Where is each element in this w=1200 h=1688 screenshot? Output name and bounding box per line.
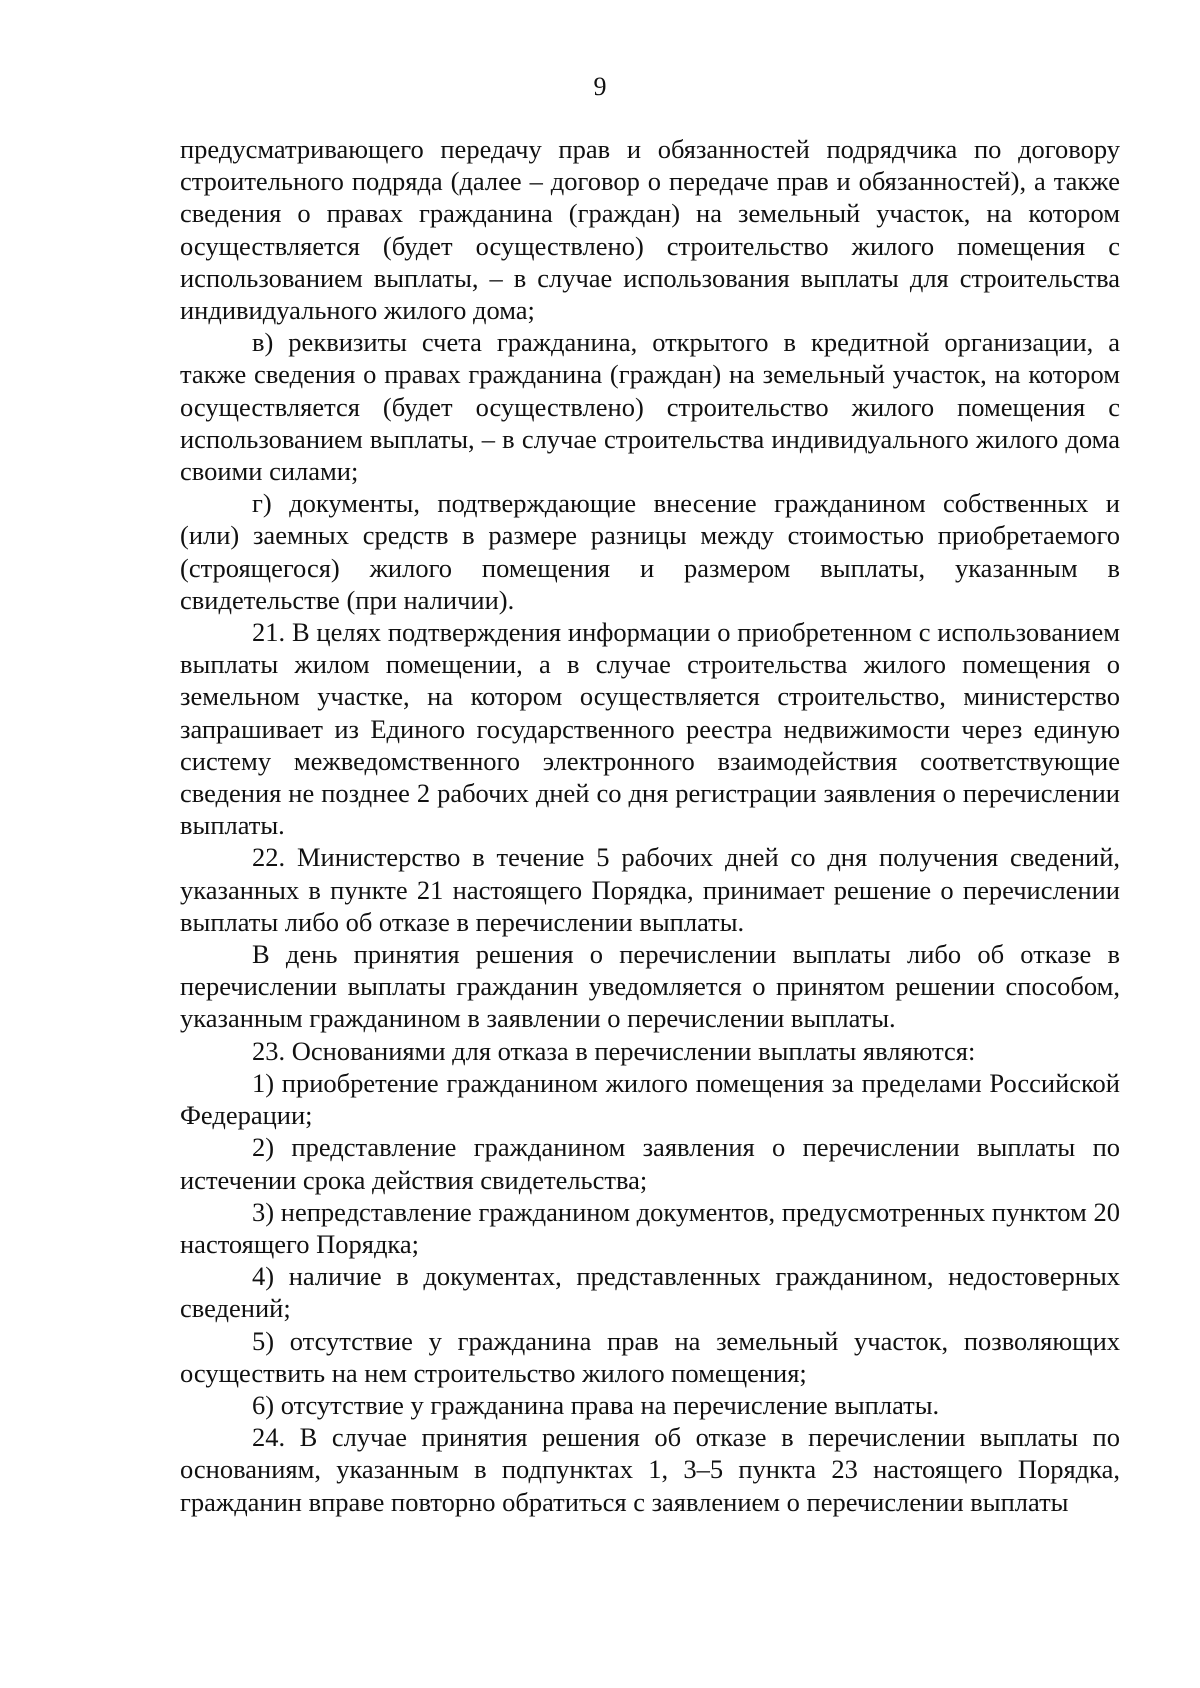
paragraph-subitem-g: г) документы, подтверждающие внесение гражданином собственных и (или) заемных средств в размере разницы между стоимостью приобретаемого (строящегося) жилого помещения и размером выплаты, указанным в свидетельстве (при наличии). — [180, 488, 1120, 615]
paragraph-ground-6: 6) отсутствие у гражданина права на перечисление выплаты. — [252, 1389, 940, 1420]
paragraph-ground-3: 3) непредставление гражданином документов, предусмотренных пунктом 20 настоящего Порядка; — [180, 1196, 1120, 1259]
paragraph-ground-2: 2) представление гражданином заявления о перечислении выплаты по истечении срока действия свидетельства; — [180, 1132, 1120, 1195]
paragraph-ground-1: 1) приобретение гражданином жилого помещения за пределами Российской Федерации; — [180, 1067, 1120, 1131]
paragraph-subitem-v: в) реквизиты счета гражданина, открытого в кредитной организации, а также сведения о правах гражданина (граждан) на земельный участок, на котором осуществляется (будет осуществлено) строительство жилого помещения с использованием выплаты, – в случае строительства индивидуального жилого дома своими силами; — [180, 327, 1120, 487]
paragraph-continuation: предусматривающего передачу прав и обязанностей подрядчика по договору строительного подряда (далее – договор о передаче прав и обязанностей), а также сведения о правах гражданина (граждан) на земельный участок, на котором осуществляется (будет осуществлено) строительство жилого помещения с использованием выплаты, – в случае использования выплаты для строительства индивидуального жилого дома; — [180, 134, 1120, 326]
paragraph-item-22: 22. Министерство в течение 5 рабочих дней со дня получения сведений, указанных в пункте 21 настоящего Порядка, принимает решение о перечислении выплаты либо об отказе в перечислении выплаты. — [180, 842, 1120, 937]
paragraph-notification: В день принятия решения о перечислении выплаты либо об отказе в перечислении выплаты гражданин уведомляется о принятом решении способом, указанным гражданином в заявлении о перечислении выплаты. — [180, 939, 1120, 1034]
paragraph-item-23: 23. Основаниями для отказа в перечислении выплаты являются: — [252, 1035, 976, 1066]
paragraph-ground-5: 5) отсутствие у гражданина прав на земельный участок, позволяющих осуществить на нем строительство жилого помещения; — [180, 1325, 1120, 1388]
page-number: 9 — [593, 72, 607, 101]
paragraph-item-24: 24. В случае принятия решения об отказе в перечислении выплаты по основаниям, указанным в подпунктах 1, 3–5 пункта 23 настоящего Порядка, гражданин вправе повторно обратиться с заявлением о перечислении выплаты — [180, 1422, 1120, 1517]
document-body — [180, 133, 1120, 1518]
paragraph-ground-4: 4) наличие в документах, представленных гражданином, недостоверных сведений; — [180, 1261, 1120, 1324]
paragraph-item-21: 21. В целях подтверждения информации о приобретенном с использованием выплаты жилом помещении, а в случае строительства жилого помещения о земельном участке, на котором осуществляется строительство, министерство запрашивает из Единого государственного реестра недвижимости через единую систему межведомственного электронного взаимодействия соответствующие сведения не позднее 2 рабочих дней со дня регистрации заявления о перечислении выплаты. — [180, 617, 1120, 841]
